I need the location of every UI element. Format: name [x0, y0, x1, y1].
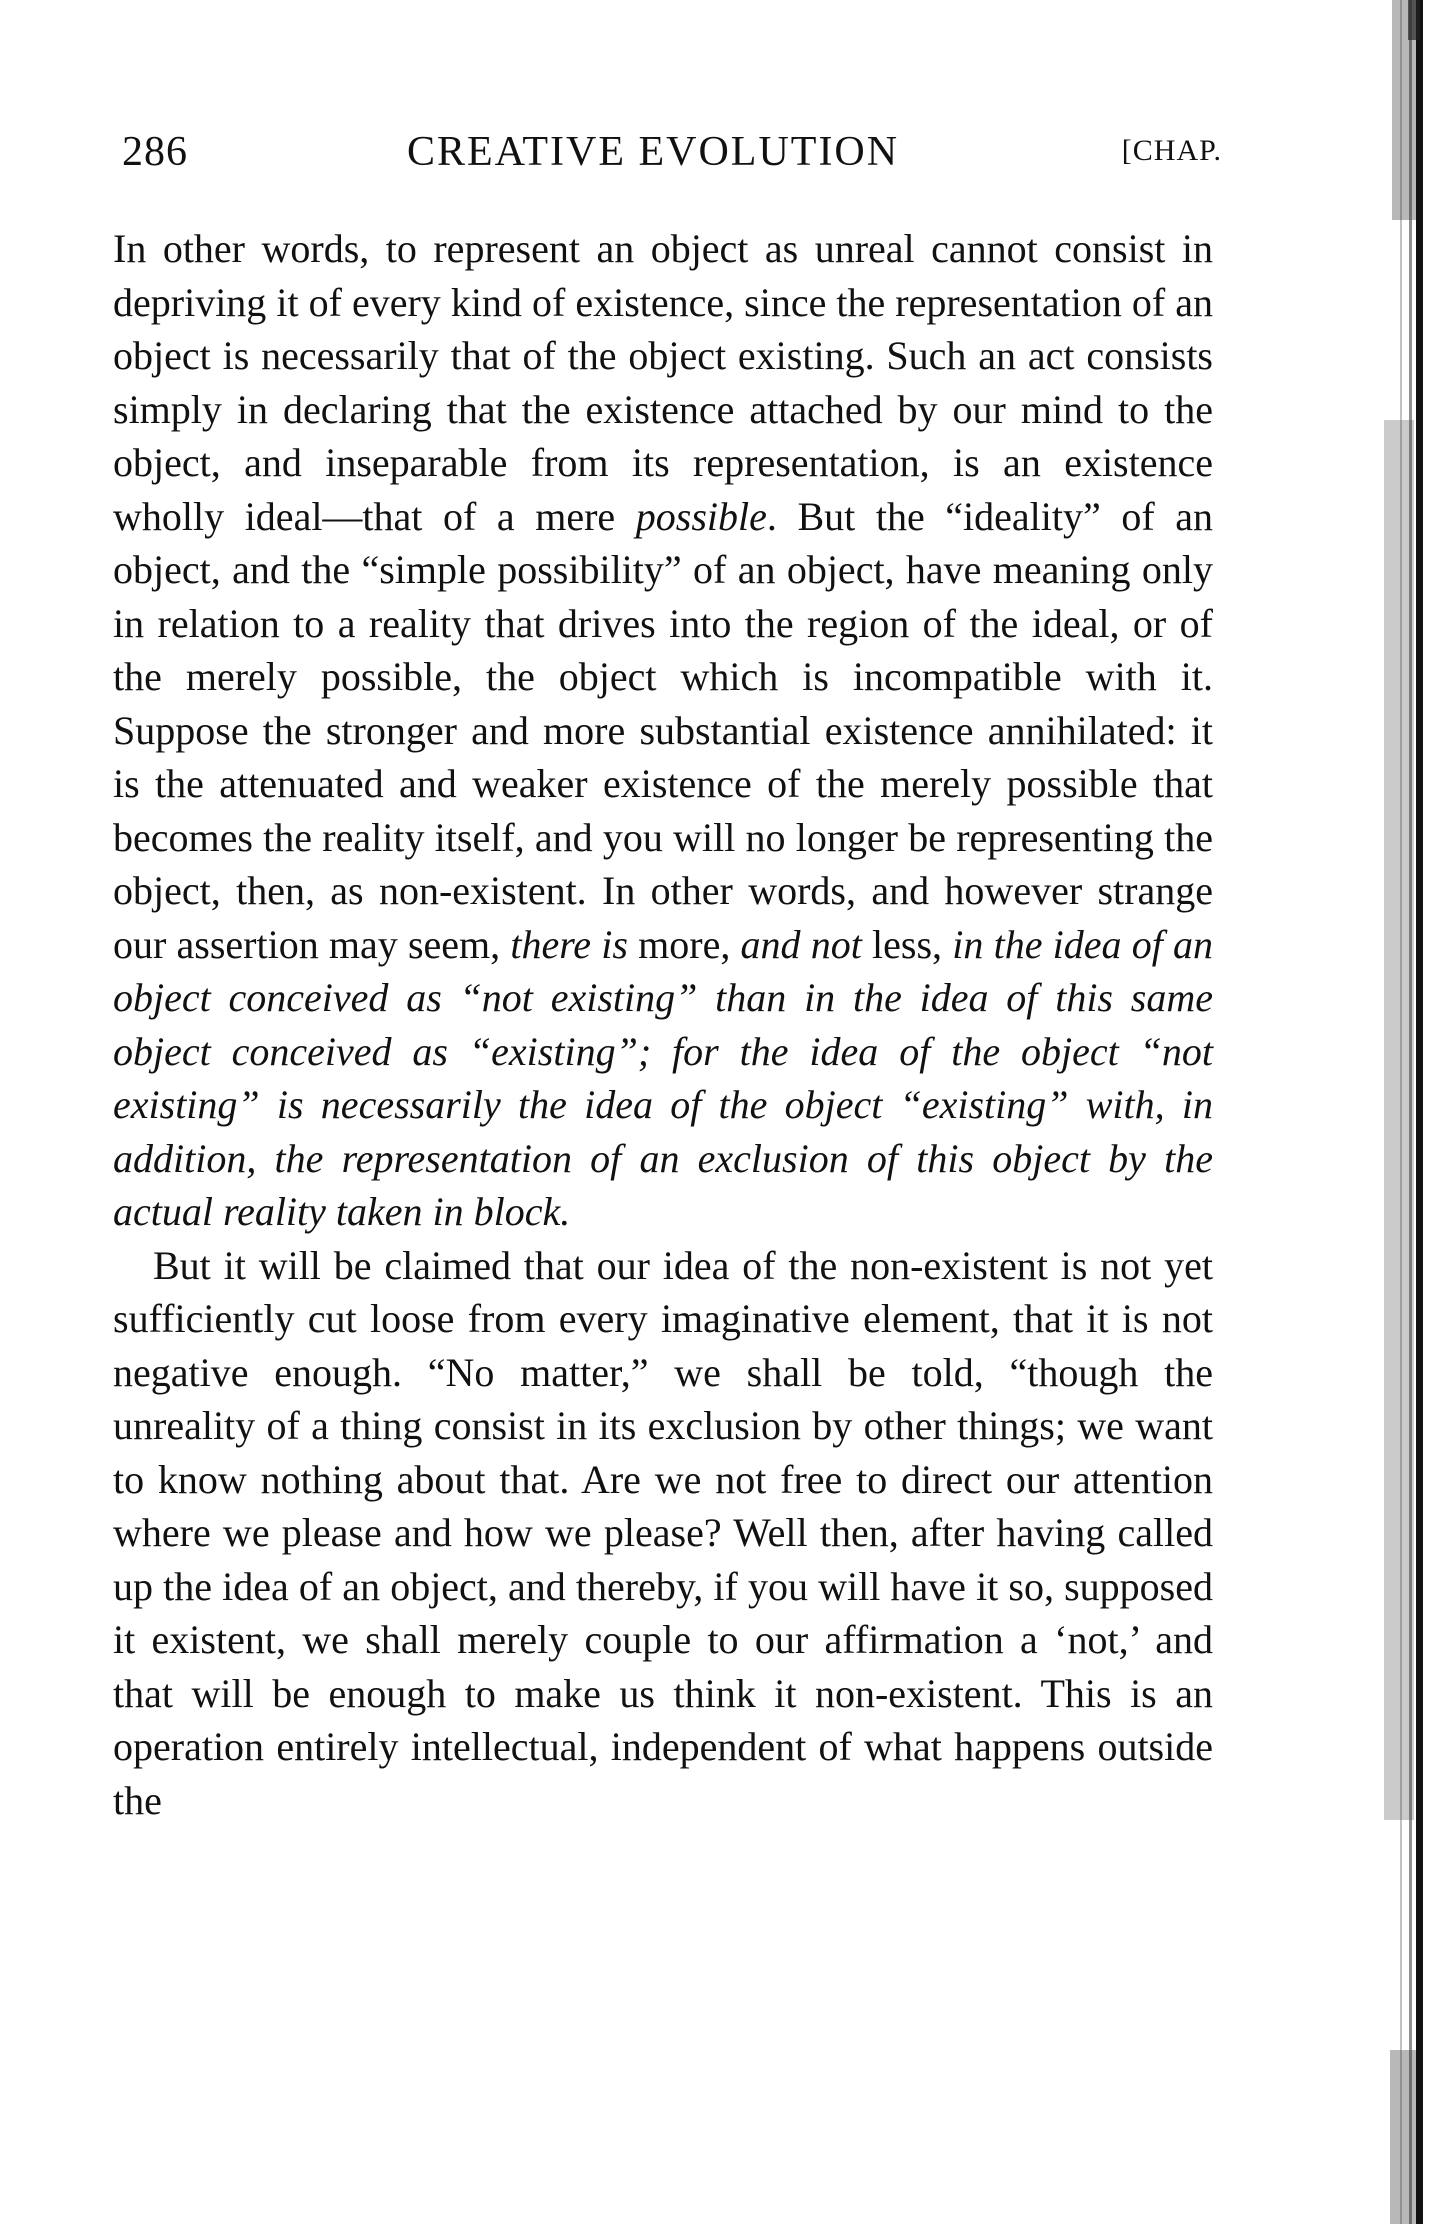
emphasis-there-is: there is	[510, 921, 628, 967]
binding-mid-shade	[1384, 420, 1414, 1820]
body-text	[113, 222, 1213, 1827]
chapter-mark: [CHAP.	[1121, 134, 1222, 167]
page-number: 286	[122, 129, 188, 175]
paragraph-1-text: In other words, to represent an object as unreal cannot consist in depriving it of every kind of existence, since the representation of an object is necessarily that of the object existing. Such an act consists simply in declaring that the existence attached by our mind to the object, and inseparable from its representation, is an existence wholly ideal—that of a mere	[113, 226, 1213, 539]
emphasis-conclusion: in the idea of an object conceived as “not existing” than in the idea of this same object conceived as “existing”; for the idea of the object “not existing” is necessarily the idea of the object “existing” with, in addition, the representation of an exclusion of this object by the actual reality taken in block.	[113, 921, 1214, 1234]
binding-dark-band	[1416, 0, 1423, 2224]
paragraph-1-more: more,	[627, 921, 741, 967]
emphasis-possible: possible	[635, 493, 767, 539]
scan-binding-edge	[1350, 0, 1435, 2224]
paragraph-2: But it will be claimed that our idea of the non-existent is not yet sufficiently cut loose from every imaginative element, that it is not negative enough. “No matter,” we shall be told, “though the unreality of a thing consist in its exclusion by other things; we want to know nothing about that. Are we not free to direct our attention where we please and how we please? Well then, after having called up the idea of an object, and thereby, if you will have it so, supposed it existent, we shall merely couple to our affirmation a ‘not,’ and that will be enough to make us think it non-existent. This is an operation entirely intellectual, independent of what happens outside the	[113, 1242, 1213, 1823]
paragraph-1	[113, 222, 1213, 1239]
paragraph-1-text-cont: . But the “ideality” of an object, and the “simple possibility” of an object, have meaning only in relation to a reality that drives into the region of the ideal, or of the merely possible, the object which is incompatible with it. Suppose the stronger and more substantial existence annihilated: it is the attenuated and weaker existence of the merely possible that becomes the reality itself, and you will no longer be representing the object, then, as non-existent. In other words, and however strange our assertion may seem,	[113, 493, 1214, 967]
binding-top-shade	[1392, 0, 1416, 220]
binding-bottom-shade	[1390, 2050, 1416, 2224]
running-title: CREATIVE EVOLUTION	[407, 129, 900, 175]
emphasis-and-not: and not	[740, 921, 862, 967]
paragraph-1-less: less,	[861, 921, 953, 967]
page-header	[122, 128, 1222, 178]
